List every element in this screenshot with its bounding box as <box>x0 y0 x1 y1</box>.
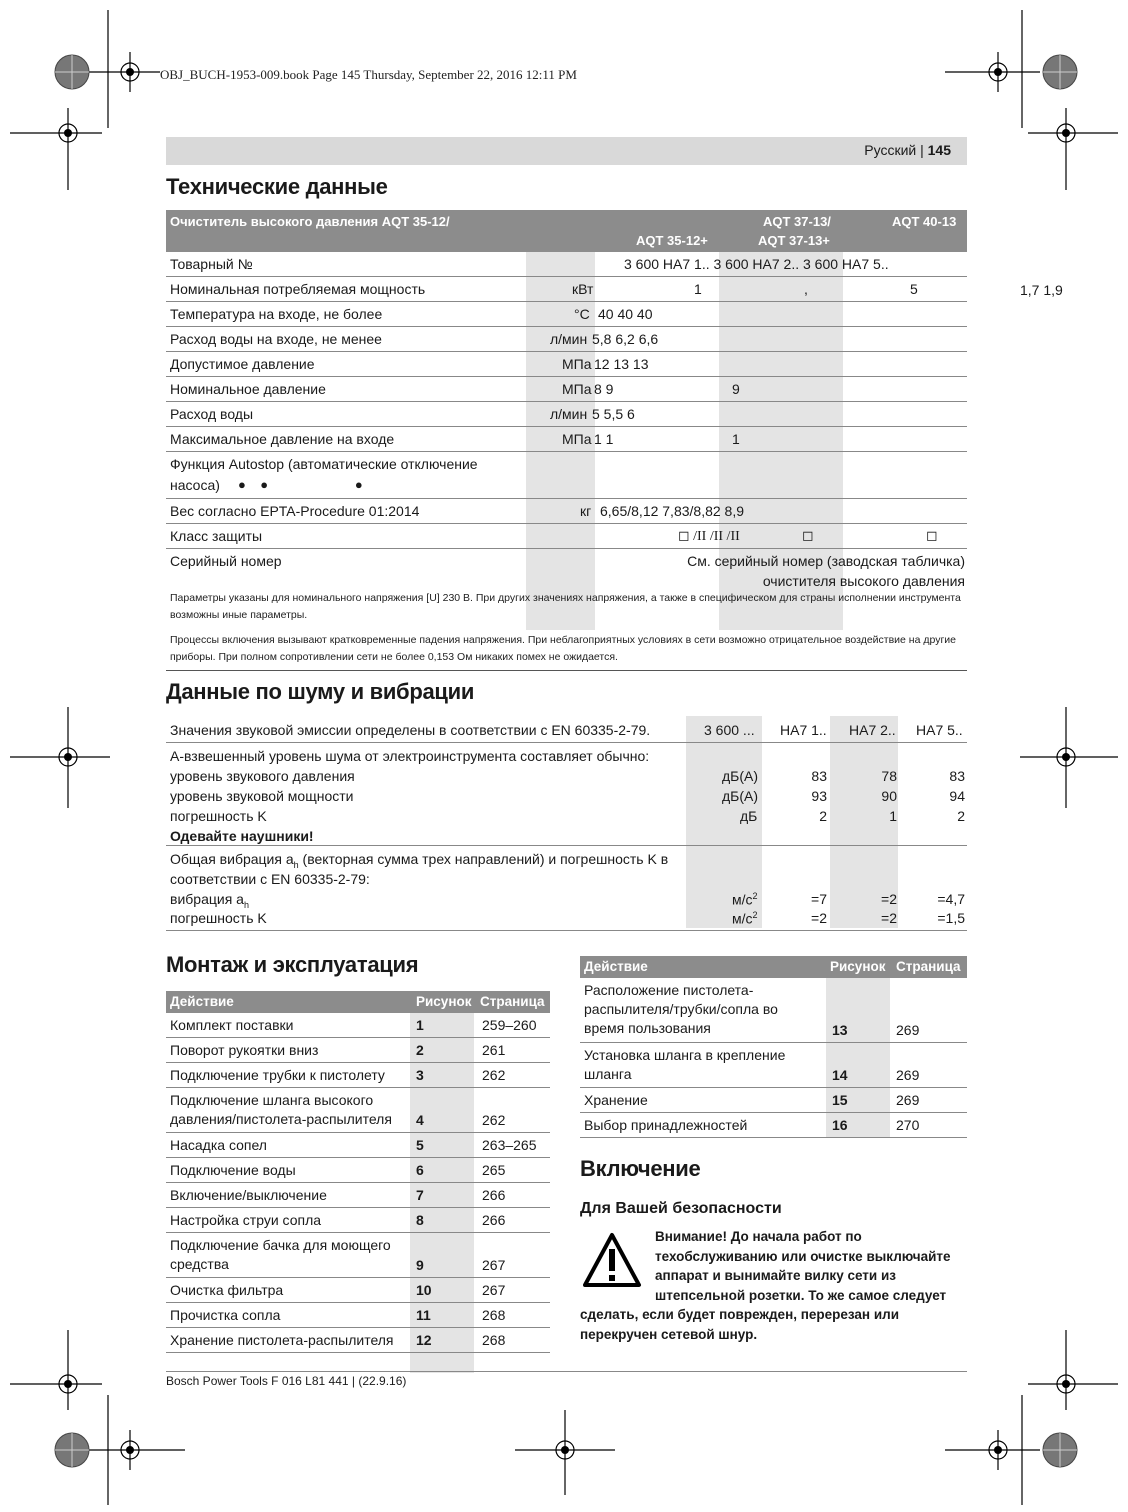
page-ref: 269 <box>896 1022 920 1038</box>
table-row: Хранение 15 269 <box>580 1088 967 1113</box>
figure-number: 8 <box>416 1212 424 1228</box>
page-ref: 266 <box>482 1187 506 1203</box>
safety-warning-tail: сделать, если будет поврежден, перерезан или перекручен сетевой шнур. <box>580 1307 900 1342</box>
page-ref: 265 <box>482 1162 506 1178</box>
table-header: Действие Рисунок Страница <box>580 956 967 978</box>
table-row: Прочистка сопла 11 268 <box>166 1303 550 1328</box>
figure-number: 5 <box>416 1137 424 1153</box>
page-ref: 267 <box>482 1282 506 1298</box>
figure-number: 9 <box>416 1257 424 1273</box>
table-row: Серийный номер См. серийный номер (заводская табличка) очистителя высокого давления <box>170 553 965 589</box>
table-row: Расход воды на входе, не менее л/мин 5,8 6,2 6,6 <box>166 327 967 352</box>
divider <box>166 670 967 671</box>
table-row: Очистка фильтра 10 267 <box>166 1278 550 1303</box>
safety-subtitle: Для Вашей безопасности <box>580 1200 782 1217</box>
table-row: Расположение пистолета- распылителя/трубки/сопла во время пользования 13 269 <box>580 978 967 1043</box>
table-row: Подключение бачка для моющего средства 9 267 <box>166 1233 550 1278</box>
table-row: Вес согласно EPTA-Procedure 01:2014 кг 6,65/8,12 7,83/8,82 8,9 <box>166 499 967 524</box>
table-row: Номинальное давление МПа 8 9 9 <box>166 377 967 402</box>
page-ref: 269 <box>896 1067 920 1083</box>
assembly-table-left <box>166 991 550 1353</box>
figure-number: 1 <box>416 1017 424 1033</box>
page-ref: 259–260 <box>482 1017 537 1033</box>
figure-number: 2 <box>416 1042 424 1058</box>
language-label: Русский <box>864 142 917 158</box>
power-on-title: Включение <box>580 1156 701 1181</box>
tech-data-table <box>166 210 967 591</box>
page-ref: 262 <box>482 1112 506 1128</box>
page-number: 145 <box>927 142 951 158</box>
warning-triangle-icon <box>582 1232 642 1288</box>
table-row: Насадка сопел 5 263–265 <box>166 1133 550 1158</box>
page-ref: 266 <box>482 1212 506 1228</box>
table-row: Функция Autostop (автоматические отключение насоса) ● ● ● <box>166 452 967 499</box>
page-ref: 262 <box>482 1067 506 1083</box>
footer: Bosch Power Tools F 016 L81 441 | (22.9.16) <box>166 1374 407 1388</box>
table-row: Подключение воды 6 265 <box>166 1158 550 1183</box>
table-row: Подключение трубки к пистолету 3 262 <box>166 1063 550 1088</box>
table-row: Расход воды л/мин 5 5,5 6 <box>166 402 967 427</box>
page-ref: 267 <box>482 1257 506 1273</box>
tech-note-voltage: Параметры указаны для номинального напряжения [U] 230 В. При других значениях напряжения, а также в специфическом для страны исполнении инструмента возможны иные параметры. <box>170 592 961 621</box>
footer-divider <box>166 1371 967 1372</box>
table-row: Максимальное давление на входе МПа 1 1 1 <box>166 427 967 452</box>
page-header: Русский | 145 <box>864 142 951 158</box>
table-row: Установка шланга в крепление шланга 14 269 <box>580 1043 967 1088</box>
noise-title: Данные по шуму и вибрации <box>166 679 475 704</box>
table-row: Комплект поставки 1 259–260 <box>166 1013 550 1038</box>
margin-note: 1,7 1,9 <box>1020 282 1063 298</box>
figure-number: 3 <box>416 1067 424 1083</box>
assembly-title: Монтаж и эксплуатация <box>166 952 419 977</box>
figure-number: 4 <box>416 1112 424 1128</box>
page-ref: 268 <box>482 1332 506 1348</box>
page-ref: 263–265 <box>482 1137 537 1153</box>
safety-warning: Внимание! До начала работ по техобслуживанию или очистке выключайте аппарат и вынимайте вилку сети из штепсельной розетки. То же самое следует <box>655 1229 951 1303</box>
page-ref: 268 <box>482 1307 506 1323</box>
figure-number: 15 <box>832 1092 848 1108</box>
table-row: Выбор принадлежностей 16 270 <box>580 1113 967 1138</box>
page-ref: 261 <box>482 1042 506 1058</box>
figure-number: 6 <box>416 1162 424 1178</box>
figure-number: 7 <box>416 1187 424 1203</box>
figure-number: 13 <box>832 1022 848 1038</box>
table-row: Хранение пистолета-распылителя 12 268 <box>166 1328 550 1353</box>
assembly-table-right <box>580 956 967 1138</box>
figure-number: 12 <box>416 1332 432 1348</box>
table-row: Включение/выключение 7 266 <box>166 1183 550 1208</box>
table-row: Настройка струи сопла 8 266 <box>166 1208 550 1233</box>
page-header-bar <box>166 137 967 165</box>
figure-number: 10 <box>416 1282 432 1298</box>
table-row: Температура на входе, не более °C 40 40 40 <box>166 302 967 327</box>
figure-number: 11 <box>416 1307 431 1323</box>
table-row: Номинальная потребляемая мощность кВт 1 , 5 <box>166 277 967 302</box>
table-row: Поворот рукоятки вниз 2 261 <box>166 1038 550 1063</box>
sound-block: А-взвешенный уровень шума от электроинструмента составляет обычно: уровень звукового давления дБ(A) 83 78 83 уровень звуковой мощности дБ(A) 93 90 94 погрешность K дБ 2 1 2 Одевайте наушники! <box>166 743 967 846</box>
table-row: Товарный № 3 600 HA7 1.. 3 600 HA7 2.. 3 600 HA7 5.. <box>166 252 967 277</box>
table-row: Допустимое давление МПа 12 13 13 <box>166 352 967 377</box>
vibration-block: Общая вибрация $a_h$ (векторная сумма трех направлений) и погрешность K в соответствии с EN 60335-2-79: вибрация $a_h$ $м/с^2$ =7 =2 =4,7 погрешность K $м/с^2$ =2 =2 =1,5 <box>166 846 967 931</box>
tech-table-header: Очиститель высокого давления AQT 35-12/ AQT 35-12+ AQT 37-13/ AQT 37-13+ AQT 40-13 <box>166 210 967 252</box>
tech-note-switching: Процессы включения вызывают кратковременные падения напряжения. При неблагоприятных условиях в сети возможно отрицательное воздействие на другие приборы. При полном сопротивлении сети не более 0,153 Ом никаких помех не ожидается. <box>170 634 956 663</box>
figure-number: 14 <box>832 1067 848 1083</box>
page-ref: 270 <box>896 1117 920 1133</box>
tech-data-title: Технические данные <box>166 174 388 199</box>
page-ref: 269 <box>896 1092 920 1108</box>
table-row: Подключение шланга высокого давления/пистолета-распылителя 4 262 <box>166 1088 550 1133</box>
print-info-line: OBJ_BUCH-1953-009.book Page 145 Thursday, September 22, 2016 12:11 PM <box>160 67 577 82</box>
figure-number: 16 <box>832 1117 848 1133</box>
noise-header-row: Значения звуковой эмиссии определены в соответствии с EN 60335-2-79. 3 600 ... HA7 1.. HA7 2.. HA7 5.. <box>166 716 967 743</box>
table-header: Действие Рисунок Страница <box>166 991 550 1013</box>
table-row: Класс защиты ◻ /II /II /II ◻ ◻ <box>166 524 967 549</box>
noise-table <box>166 716 967 931</box>
ear-protection-warning: Одевайте наушники! <box>170 828 314 844</box>
